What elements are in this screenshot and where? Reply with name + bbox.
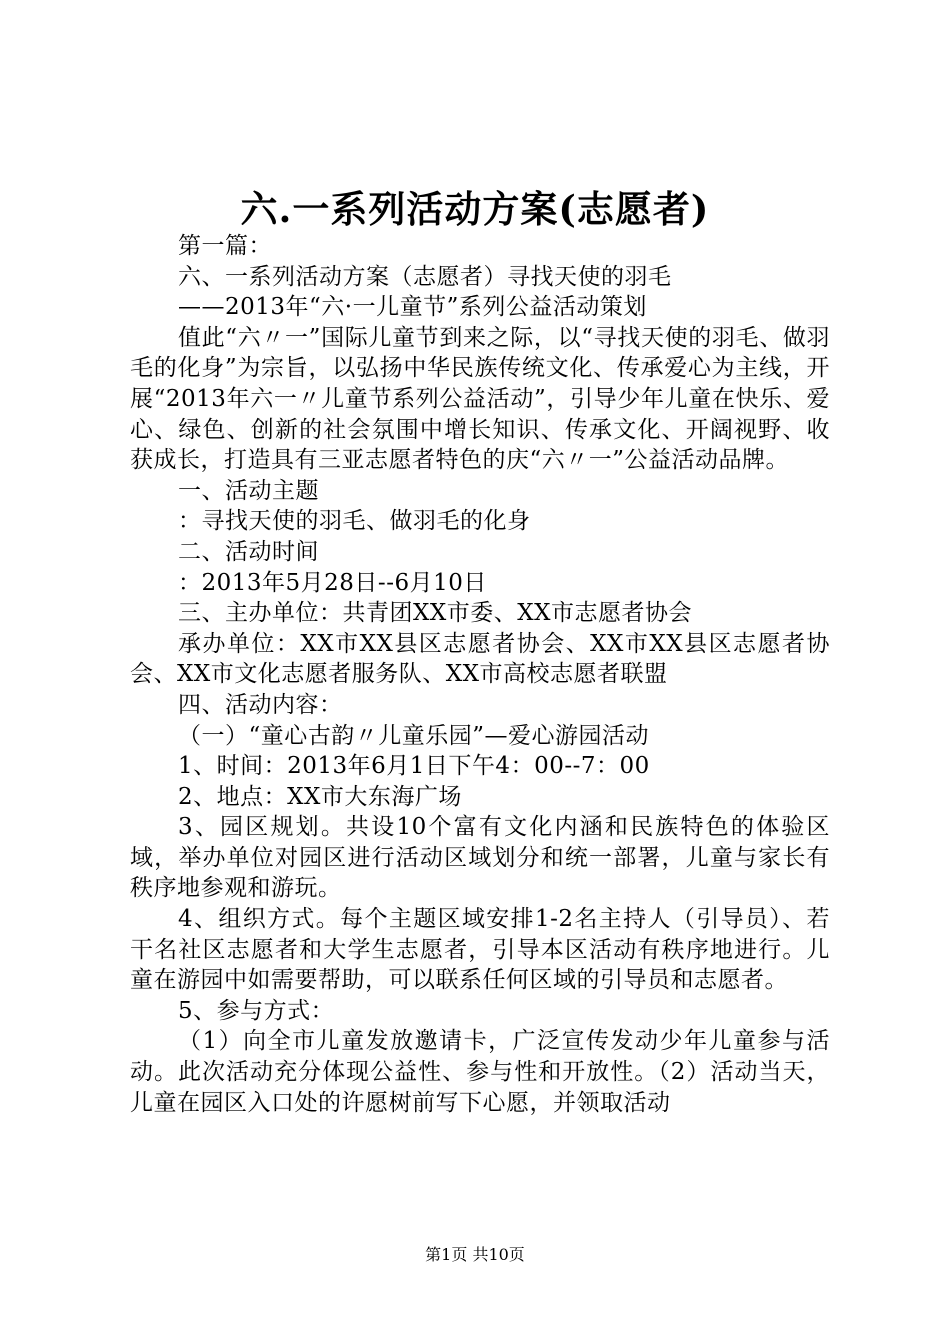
paragraph-time: ：2013年5月28日--6月10日: [178, 569, 487, 596]
paragraph-theme-heading: 一、活动主题: [178, 477, 319, 504]
paragraph-content-heading: 四、活动内容：: [178, 691, 343, 718]
paragraph-section-label: 第一篇：: [178, 233, 272, 259]
paragraph-organizer: 三、主办单位：共青团XX市委、XX市志愿者协会: [178, 600, 692, 627]
paragraph-heading: 六、一系列活动方案（志愿者）寻找天使的羽毛: [178, 263, 672, 290]
paragraph-theme: ：寻找天使的羽毛、做羽毛的化身: [178, 508, 531, 535]
paragraph-participation: （1）向全市儿童发放邀请卡，广泛宣传发动少年儿童参与活动。此次活动充分体现公益性、参与性和开放性。（2）活动当天，儿童在园区入口处的许愿树前写下心愿，并领取活动: [130, 1028, 830, 1116]
document-body: [130, 231, 830, 1118]
paragraph-activity-time: 1、时间：2013年6月1日下午4：00--7：00: [178, 753, 650, 780]
paragraph-park-plan: 3、园区规划。共设10个富有文化内涵和民族特色的体验区域，举办单位对园区进行活动区域划分和统一部署，儿童与家长有秩序地参观和游玩。: [130, 814, 830, 902]
paragraph-intro: 值此“六〃一”国际儿童节到来之际，以“寻找天使的羽毛、做羽毛的化身”为宗旨，以弘扬中华民族传统文化、传承爱心为主线，开展“2013年六一〃儿童节系列公益活动”，引导少年儿童在快乐、爱心、绿色、创新的社会氛围中增长知识、传承文化、开阔视野、收获成长，打造具有三亚志愿者特色的庆“六〃一”公益活动品牌。: [130, 324, 830, 474]
paragraph-participation-heading: 5、参与方式：: [178, 997, 335, 1024]
paragraph-co-organizer: 承办单位：XX市XX县区志愿者协会、XX市XX县区志愿者协会、XX市文化志愿者服务队、XX市高校志愿者联盟: [130, 630, 830, 688]
page-footer: 第1页 共10页: [425, 1245, 525, 1264]
paragraph-time-heading: 二、活动时间: [178, 538, 319, 565]
paragraph-subtitle: ——2013年“六·一儿童节”系列公益活动策划: [178, 294, 647, 321]
paragraph-activity-location: 2、地点：XX市大东海广场: [178, 783, 462, 810]
paragraph-activity-one: （一）“童心古韵〃儿童乐园”—爱心游园活动: [178, 722, 650, 749]
paragraph-organization: 4、组织方式。每个主题区域安排1-2名主持人（引导员）、若干名社区志愿者和大学生志愿者，引导本区活动有秩序地进行。儿童在游园中如需要帮助，可以联系任何区域的引导员和志愿者。: [130, 906, 830, 994]
document-title: 六.一系列活动方案(志愿者): [240, 187, 710, 231]
